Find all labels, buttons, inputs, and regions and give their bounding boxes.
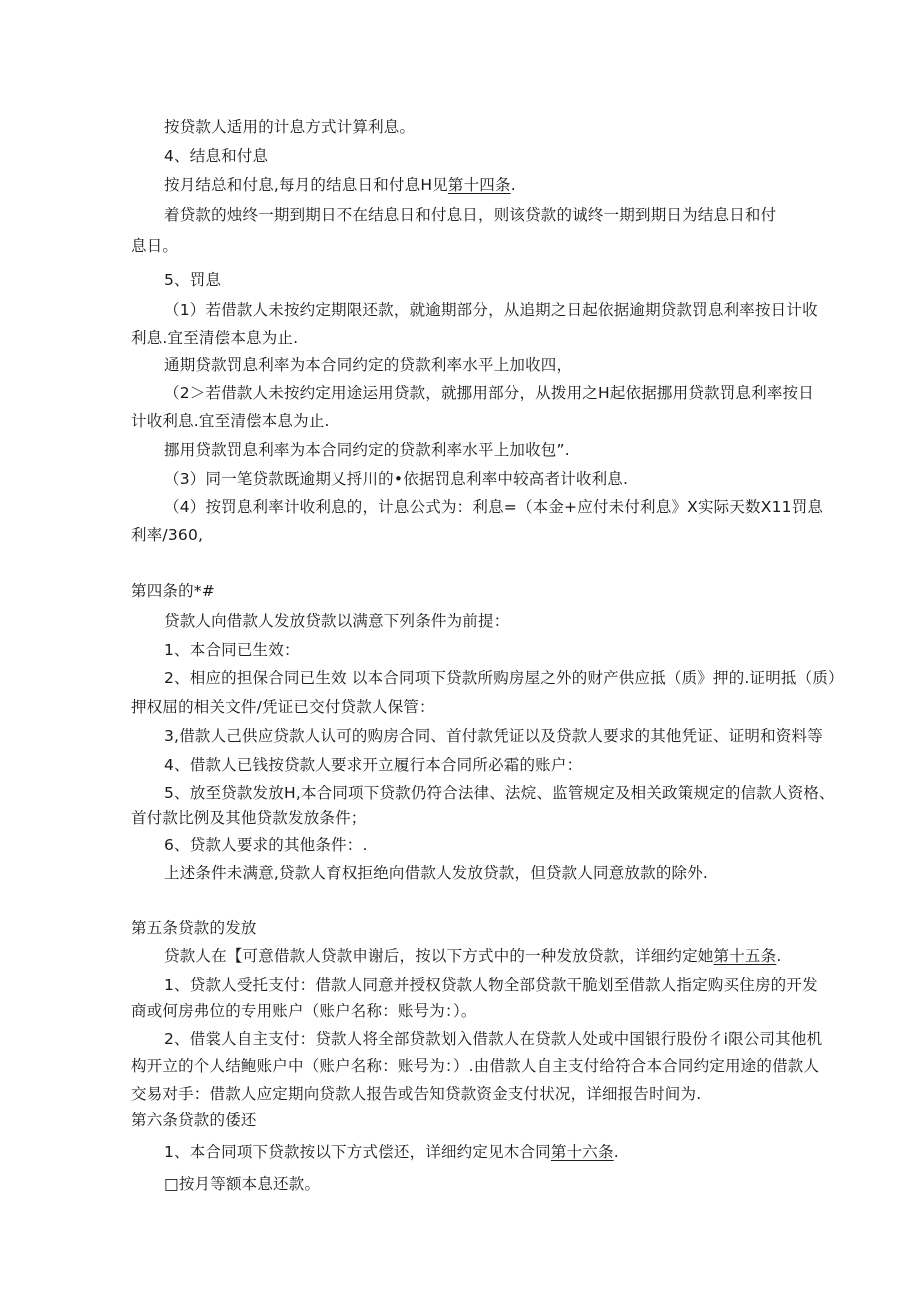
article-title: 第四条的*# bbox=[131, 582, 215, 600]
list-item-line: 2、借裳人自主支付：贷款人将全部贷款划入借款人在贷款人处或中国银行股份彳i限公司其他机 bbox=[164, 1030, 823, 1048]
list-item-line: 交易对手：借款人应定期向贷款人报告或告知贷款资金支付状况，详细报告时间为. bbox=[131, 1085, 702, 1103]
list-item-line: 1、贷款人受托支付：借款人同意并授权贷款人物全部贷款干脆划至借款人指定购买住房的开发 bbox=[164, 976, 818, 994]
paragraph-line: 计收利息.宜至清偿本息为止. bbox=[131, 412, 330, 430]
section-heading: 4、结息和付息 bbox=[164, 147, 269, 165]
list-item bbox=[164, 1142, 619, 1162]
list-item-line: 2、相应的担保合同已生效 以本合同项下贷款所购房屋之外的财产供应抵（质》押的.证明抵（质） bbox=[164, 669, 844, 687]
list-item-line: 5、放至贷款发放H,本合同项下贷款仍符合法律、法烷、监管规定及相关政策规定的信款人资格、 bbox=[164, 784, 835, 802]
section-heading: 5、罚息 bbox=[164, 271, 222, 289]
list-item: 4、借款人已钱按贷款人要求开立履行本合同所必霜的账户： bbox=[164, 756, 583, 774]
list-item-line: 首付款比例及其他贷款发放条件； bbox=[131, 809, 367, 827]
repayment-option: □按月等额本息还款。 bbox=[164, 1175, 321, 1193]
paragraph-text: . bbox=[613, 1143, 619, 1161]
paragraph: 通期贷款罚息利率为本合同约定的贷款利率水平上加收四， bbox=[164, 356, 573, 374]
list-item: 3,借款人己供应贷款人认可的购房合同、首付款凭证以及贷款人要求的其他凭证、证明和资料等 bbox=[164, 727, 823, 745]
paragraph bbox=[164, 946, 781, 966]
paragraph: （3）同一笔贷款既逾期乂捋川的•依据罚息利率中较高者计收利息. bbox=[164, 470, 629, 488]
paragraph-line: 利率/360, bbox=[131, 526, 204, 544]
paragraph-line: 利息.宜至清偿本息为止. bbox=[131, 329, 299, 347]
paragraph-text: . bbox=[776, 947, 782, 965]
paragraph-text: 按月结总和付息,每月的结息日和付息H见 bbox=[164, 176, 448, 194]
paragraph: 按贷款人适用的计息方式计算利息。 bbox=[164, 118, 416, 136]
paragraph: 挪用贷款罚息利率为本合同约定的贷款利率水平上加收包”. bbox=[164, 441, 570, 459]
list-item-line: 商或何房弗位的专用账户（账户名称：账号为：）。 bbox=[131, 1002, 477, 1020]
paragraph-line: 着贷款的烛终一期到期日不在结息日和付息日，则该贷款的诚终一期到期日为结息日和付 bbox=[164, 206, 777, 224]
paragraph: 贷款人向借款人发放贷款以满意下列条件为前提： bbox=[164, 612, 510, 630]
paragraph-text: . bbox=[510, 176, 516, 194]
list-item: 1、本合同已生效： bbox=[164, 641, 300, 659]
paragraph-line: （1）若借款人未按约定期限还款，就逾期部分，从追期之日起依据逾期贷款罚息利率按日计收 bbox=[164, 301, 818, 319]
article-reference: 第十六条 bbox=[550, 1143, 614, 1161]
article-reference: 第十四条 bbox=[447, 176, 511, 194]
paragraph-text: 1、本合同项下贷款按以下方式偿还，详细约定见木合同 bbox=[164, 1143, 551, 1161]
list-item: 6、贷款人要求的其他条件：. bbox=[164, 836, 368, 854]
paragraph-line: （4）按罚息利率计收利息的，计息公式为：利息=（本金+应付未付利息》X实际天数X11罚息 bbox=[164, 498, 824, 516]
list-item-line: 押权屈的相关文件/凭证已交付贷款人保管： bbox=[131, 698, 435, 716]
article-reference: 第十五条 bbox=[713, 947, 777, 965]
paragraph bbox=[164, 175, 516, 195]
paragraph-text: 贷款人在【可意借款人贷款申谢后，按以下方式中的一种发放贷款，详细约定她 bbox=[164, 947, 714, 965]
article-title: 第五条贷款的发放 bbox=[131, 919, 257, 937]
paragraph: 上述条件未满意,贷款人育权拒绝向借款人发放贷款，但贷款人同意放款的除外. bbox=[164, 864, 709, 882]
article-title: 第六条贷款的倭还 bbox=[131, 1111, 257, 1129]
paragraph-line: 息日。 bbox=[131, 237, 179, 255]
list-item-line: 构开立的个人结鲍账户中（账户名称：账号为：）.由借款人自主支付给符合本合同约定用途的借款人 bbox=[131, 1057, 820, 1075]
paragraph-line: （2＞若借款人未按约定用途运用贷款，就挪用部分，从拨用之H起依据挪用贷款罚息利率按日 bbox=[164, 384, 814, 402]
